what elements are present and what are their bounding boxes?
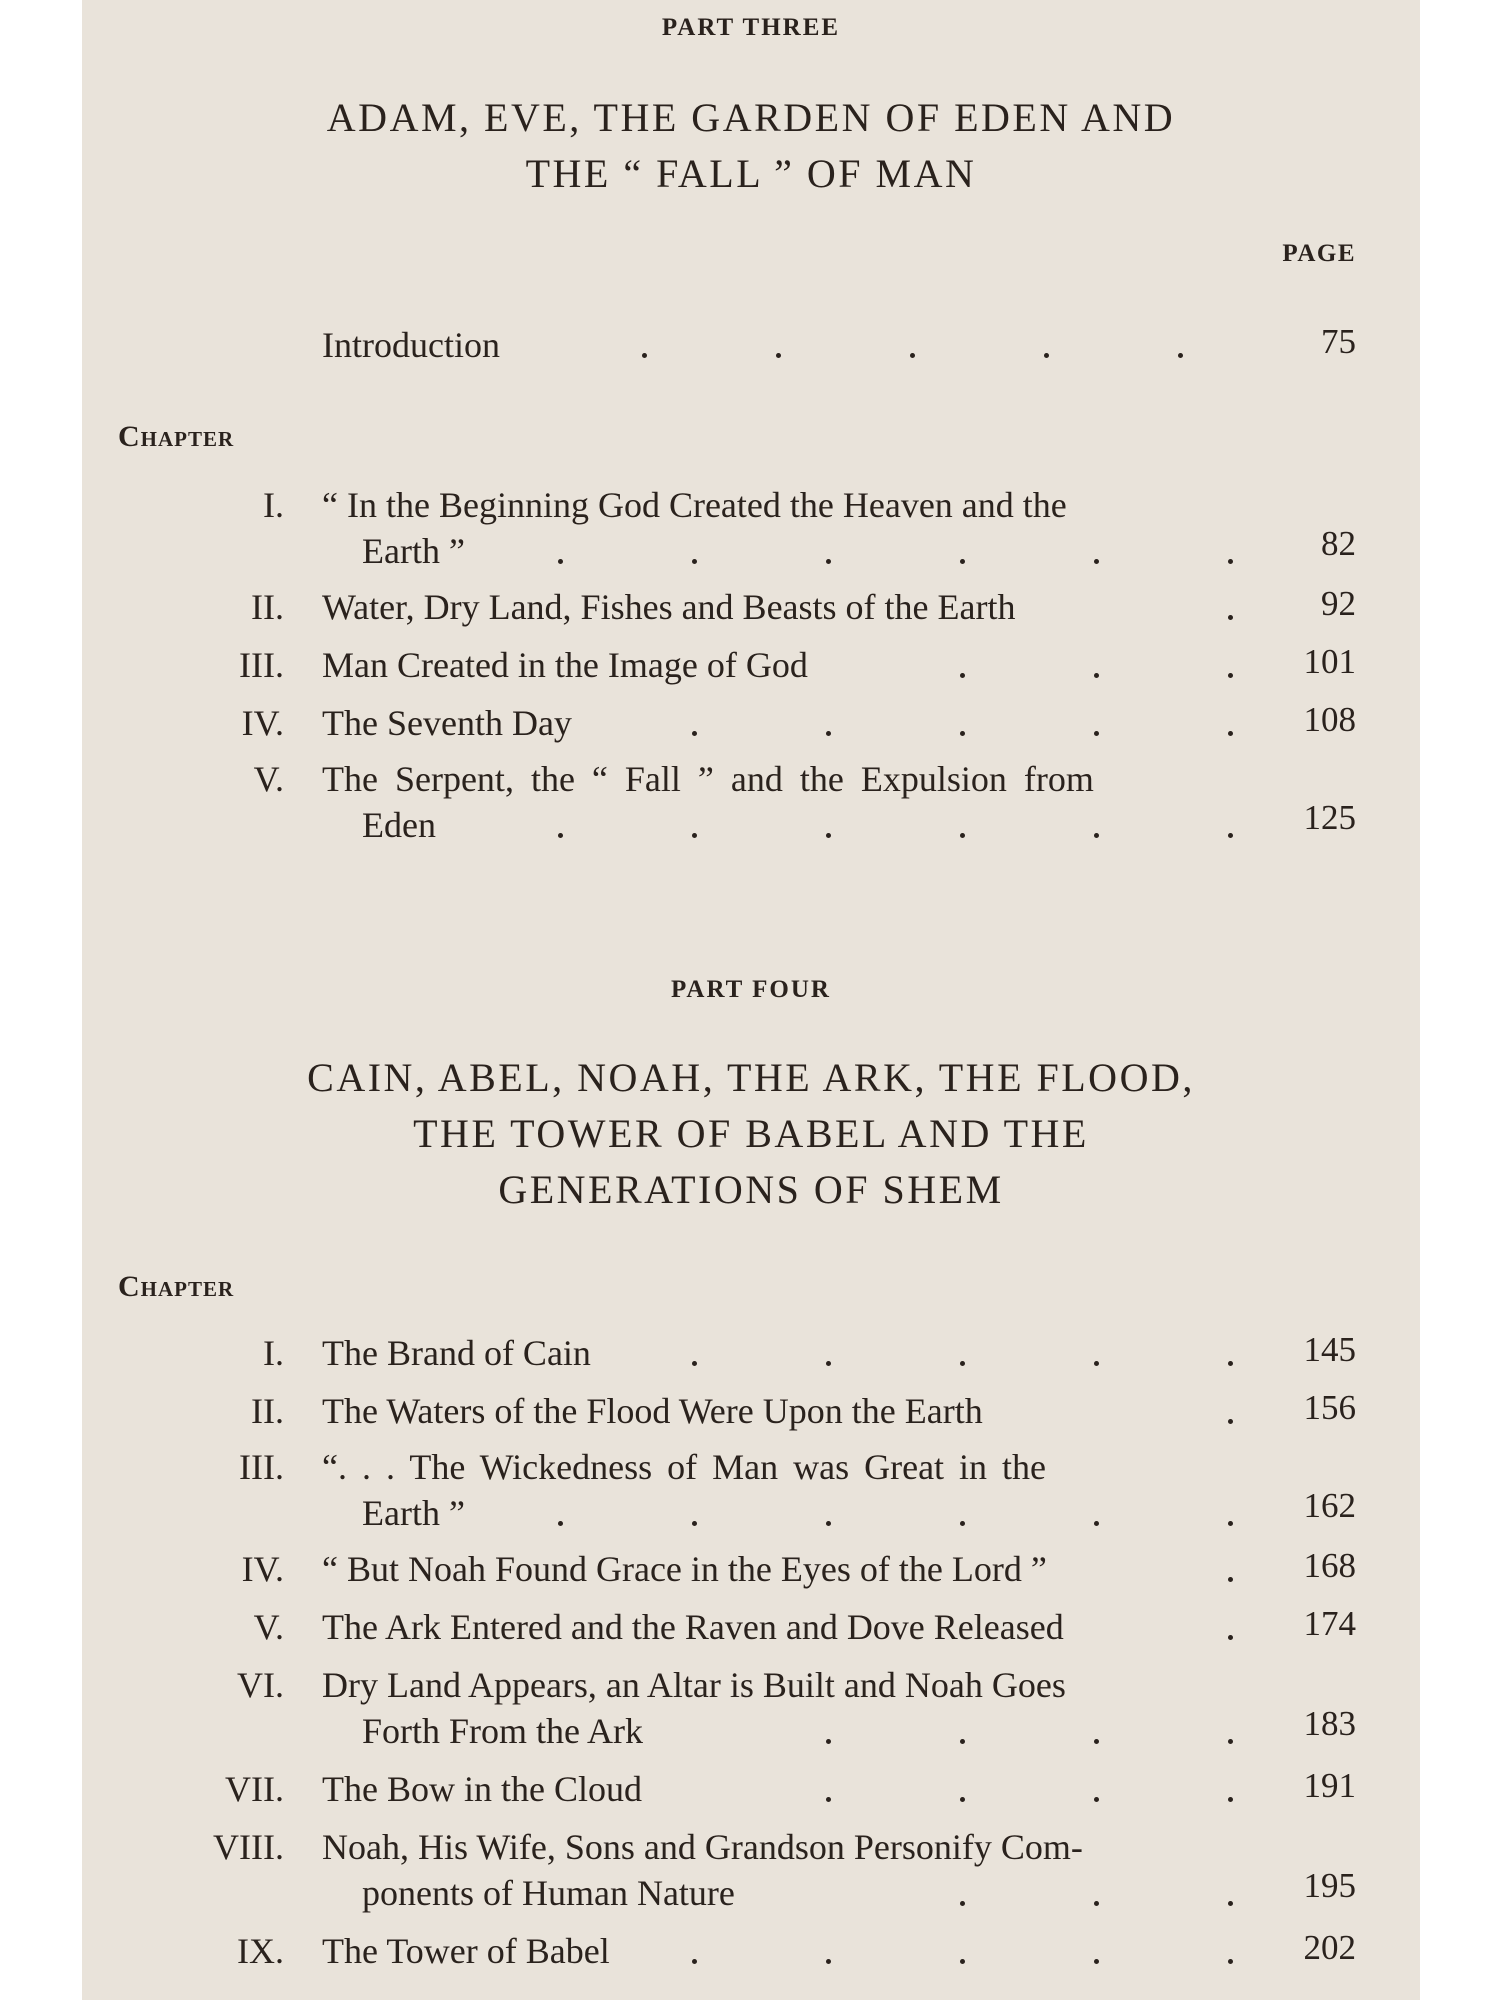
leader-dot — [1228, 1361, 1233, 1366]
leader-dot — [1228, 1635, 1233, 1640]
chapter-numeral: IV. — [241, 703, 284, 743]
chapter-numeral: I. — [263, 485, 284, 525]
leader-dot — [692, 559, 697, 564]
entry-title: The Waters of the Flood Were Upon the Earth — [322, 1391, 983, 1431]
leader-dot — [1044, 353, 1049, 358]
entry-title: Man Created in the Image of God — [322, 645, 808, 685]
leader-dot — [960, 1361, 965, 1366]
entry-page-number: 145 — [1303, 1330, 1356, 1369]
book-page — [82, 0, 1420, 2000]
entry-page-number: 162 — [1303, 1486, 1356, 1525]
leader-dot — [910, 353, 915, 358]
dot-leader — [82, 1521, 1420, 1531]
entry-title: Introduction — [322, 325, 500, 365]
leader-dot — [1228, 1901, 1233, 1906]
entry-title-line2: Earth ” — [362, 1493, 465, 1533]
part-three-title — [82, 90, 1420, 202]
entry-page-number: 191 — [1303, 1766, 1356, 1805]
part-four-title-line3: GENERATIONS OF SHEM — [498, 1167, 1004, 1212]
leader-dot — [826, 1959, 831, 1964]
chapter-numeral: II. — [251, 587, 284, 627]
leader-dot — [960, 673, 965, 678]
leader-dot — [1094, 1901, 1099, 1906]
entry-page-number: 125 — [1303, 798, 1356, 837]
leader-dot — [1094, 1797, 1099, 1802]
leader-dot — [1228, 1521, 1233, 1526]
leader-dot — [1094, 673, 1099, 678]
entry-title: The Seventh Day — [322, 703, 572, 743]
leader-dot — [1094, 559, 1099, 564]
leader-dot — [1094, 833, 1099, 838]
leader-dot — [826, 1521, 831, 1526]
leader-dot — [960, 1901, 965, 1906]
chapter-numeral: I. — [263, 1333, 284, 1373]
chapter-numeral: VI. — [237, 1665, 284, 1705]
entry-page-number: 82 — [1321, 524, 1356, 563]
dot-leader — [82, 1797, 1420, 1807]
dot-leader — [82, 833, 1420, 843]
entry-title-line1: The Serpent, the “ Fall ” and the Expulsion from — [322, 759, 1094, 799]
leader-dot — [960, 1797, 965, 1802]
dot-leader — [82, 1577, 1420, 1587]
leader-dot — [1228, 731, 1233, 736]
entry-page-number: 168 — [1303, 1546, 1356, 1585]
entry-title-line2: ponents of Human Nature — [362, 1873, 735, 1913]
leader-dot — [1228, 1797, 1233, 1802]
dot-leader — [82, 1739, 1420, 1749]
dot-leader — [82, 1361, 1420, 1371]
leader-dot — [960, 1739, 965, 1744]
chapter-numeral: VIII. — [213, 1827, 284, 1867]
entry-title: The Ark Entered and the Raven and Dove Released — [322, 1607, 1064, 1647]
leader-dot — [642, 353, 647, 358]
leader-dot — [1094, 1521, 1099, 1526]
leader-dot — [826, 1739, 831, 1744]
entry-page-number: 108 — [1303, 700, 1356, 739]
leader-dot — [1228, 1577, 1233, 1582]
leader-dot — [960, 559, 965, 564]
dot-leader — [82, 1419, 1420, 1429]
page-column-header: PAGE — [1282, 240, 1356, 267]
leader-dot — [558, 559, 563, 564]
chapter-numeral: VII. — [225, 1769, 284, 1809]
entry-title: “ But Noah Found Grace in the Eyes of the Lord ” — [322, 1549, 1047, 1589]
leader-dot — [960, 1521, 965, 1526]
leader-dot — [558, 1521, 563, 1526]
dot-leader — [82, 615, 1420, 625]
leader-dot — [960, 731, 965, 736]
leader-dot — [1094, 731, 1099, 736]
leader-dot — [960, 1959, 965, 1964]
leader-dot — [1228, 833, 1233, 838]
leader-dot — [692, 1521, 697, 1526]
part-three-title-line1: ADAM, EVE, THE GARDEN OF EDEN AND — [326, 95, 1176, 140]
entry-title-line1: “ In the Beginning God Created the Heaven and the — [322, 485, 1067, 525]
entry-title-line1: Noah, His Wife, Sons and Grandson Personify Com- — [322, 1827, 1083, 1867]
entry-title: The Tower of Babel — [322, 1931, 610, 1971]
part-four-chapter-header: Chapter — [118, 1270, 235, 1303]
entry-title-line1: “. . . The Wickedness of Man was Great in the — [322, 1447, 1047, 1487]
dot-leader — [82, 673, 1420, 683]
chapter-numeral: V. — [253, 759, 284, 799]
entry-page-number: 156 — [1303, 1388, 1356, 1427]
entry-page-number: 174 — [1303, 1604, 1356, 1643]
chapter-numeral: III. — [239, 645, 284, 685]
leader-dot — [1228, 673, 1233, 678]
entry-page-number: 75 — [1321, 322, 1356, 361]
leader-dot — [1228, 559, 1233, 564]
leader-dot — [692, 1959, 697, 1964]
dot-leader — [82, 1901, 1420, 1911]
part-four-title-line2: THE TOWER OF BABEL AND THE — [413, 1111, 1089, 1156]
entry-title: The Bow in the Cloud — [322, 1769, 642, 1809]
entry-title-line2: Forth From the Ark — [362, 1711, 644, 1751]
leader-dot — [1094, 1361, 1099, 1366]
dot-leader — [82, 1959, 1420, 1969]
leader-dot — [1228, 615, 1233, 620]
entry-title-line2: Earth ” — [362, 531, 465, 571]
part-three-title-line2: THE “ FALL ” OF MAN — [525, 151, 977, 196]
dot-leader — [82, 1635, 1420, 1645]
part-four-title — [82, 1050, 1420, 1218]
entry-page-number: 92 — [1321, 584, 1356, 623]
part-three-label: PART THREE — [661, 14, 841, 41]
entry-page-number: 183 — [1303, 1704, 1356, 1743]
leader-dot — [692, 1361, 697, 1366]
entry-title: The Brand of Cain — [322, 1333, 591, 1373]
entry-page-number: 202 — [1303, 1928, 1356, 1967]
leader-dot — [692, 833, 697, 838]
part-four-title-line1: CAIN, ABEL, NOAH, THE ARK, THE FLOOD, — [307, 1055, 1195, 1100]
part-four-label: PART FOUR — [671, 976, 831, 1003]
dot-leader — [82, 353, 1420, 363]
dot-leader — [82, 731, 1420, 741]
chapter-numeral: V. — [253, 1607, 284, 1647]
entry-page-number: 195 — [1303, 1866, 1356, 1905]
leader-dot — [826, 1797, 831, 1802]
part-three-chapter-header: Chapter — [118, 420, 235, 453]
chapter-numeral: II. — [251, 1391, 284, 1431]
leader-dot — [826, 1361, 831, 1366]
entry-title-line2: Eden — [362, 805, 436, 845]
leader-dot — [558, 833, 563, 838]
chapter-numeral: IV. — [241, 1549, 284, 1589]
chapter-numeral: IX. — [237, 1931, 284, 1971]
entry-title: Water, Dry Land, Fishes and Beasts of the Earth — [322, 587, 1016, 627]
leader-dot — [1228, 1739, 1233, 1744]
dot-leader — [82, 559, 1420, 569]
entry-title-line1: Dry Land Appears, an Altar is Built and Noah Goes — [322, 1665, 1066, 1705]
leader-dot — [826, 731, 831, 736]
leader-dot — [776, 353, 781, 358]
leader-dot — [1094, 1739, 1099, 1744]
leader-dot — [826, 559, 831, 564]
chapter-numeral: III. — [239, 1447, 284, 1487]
leader-dot — [1228, 1959, 1233, 1964]
entry-page-number: 101 — [1303, 642, 1356, 681]
leader-dot — [1178, 353, 1183, 358]
leader-dot — [1228, 1419, 1233, 1424]
leader-dot — [960, 833, 965, 838]
leader-dot — [1094, 1959, 1099, 1964]
leader-dot — [692, 731, 697, 736]
leader-dot — [826, 833, 831, 838]
